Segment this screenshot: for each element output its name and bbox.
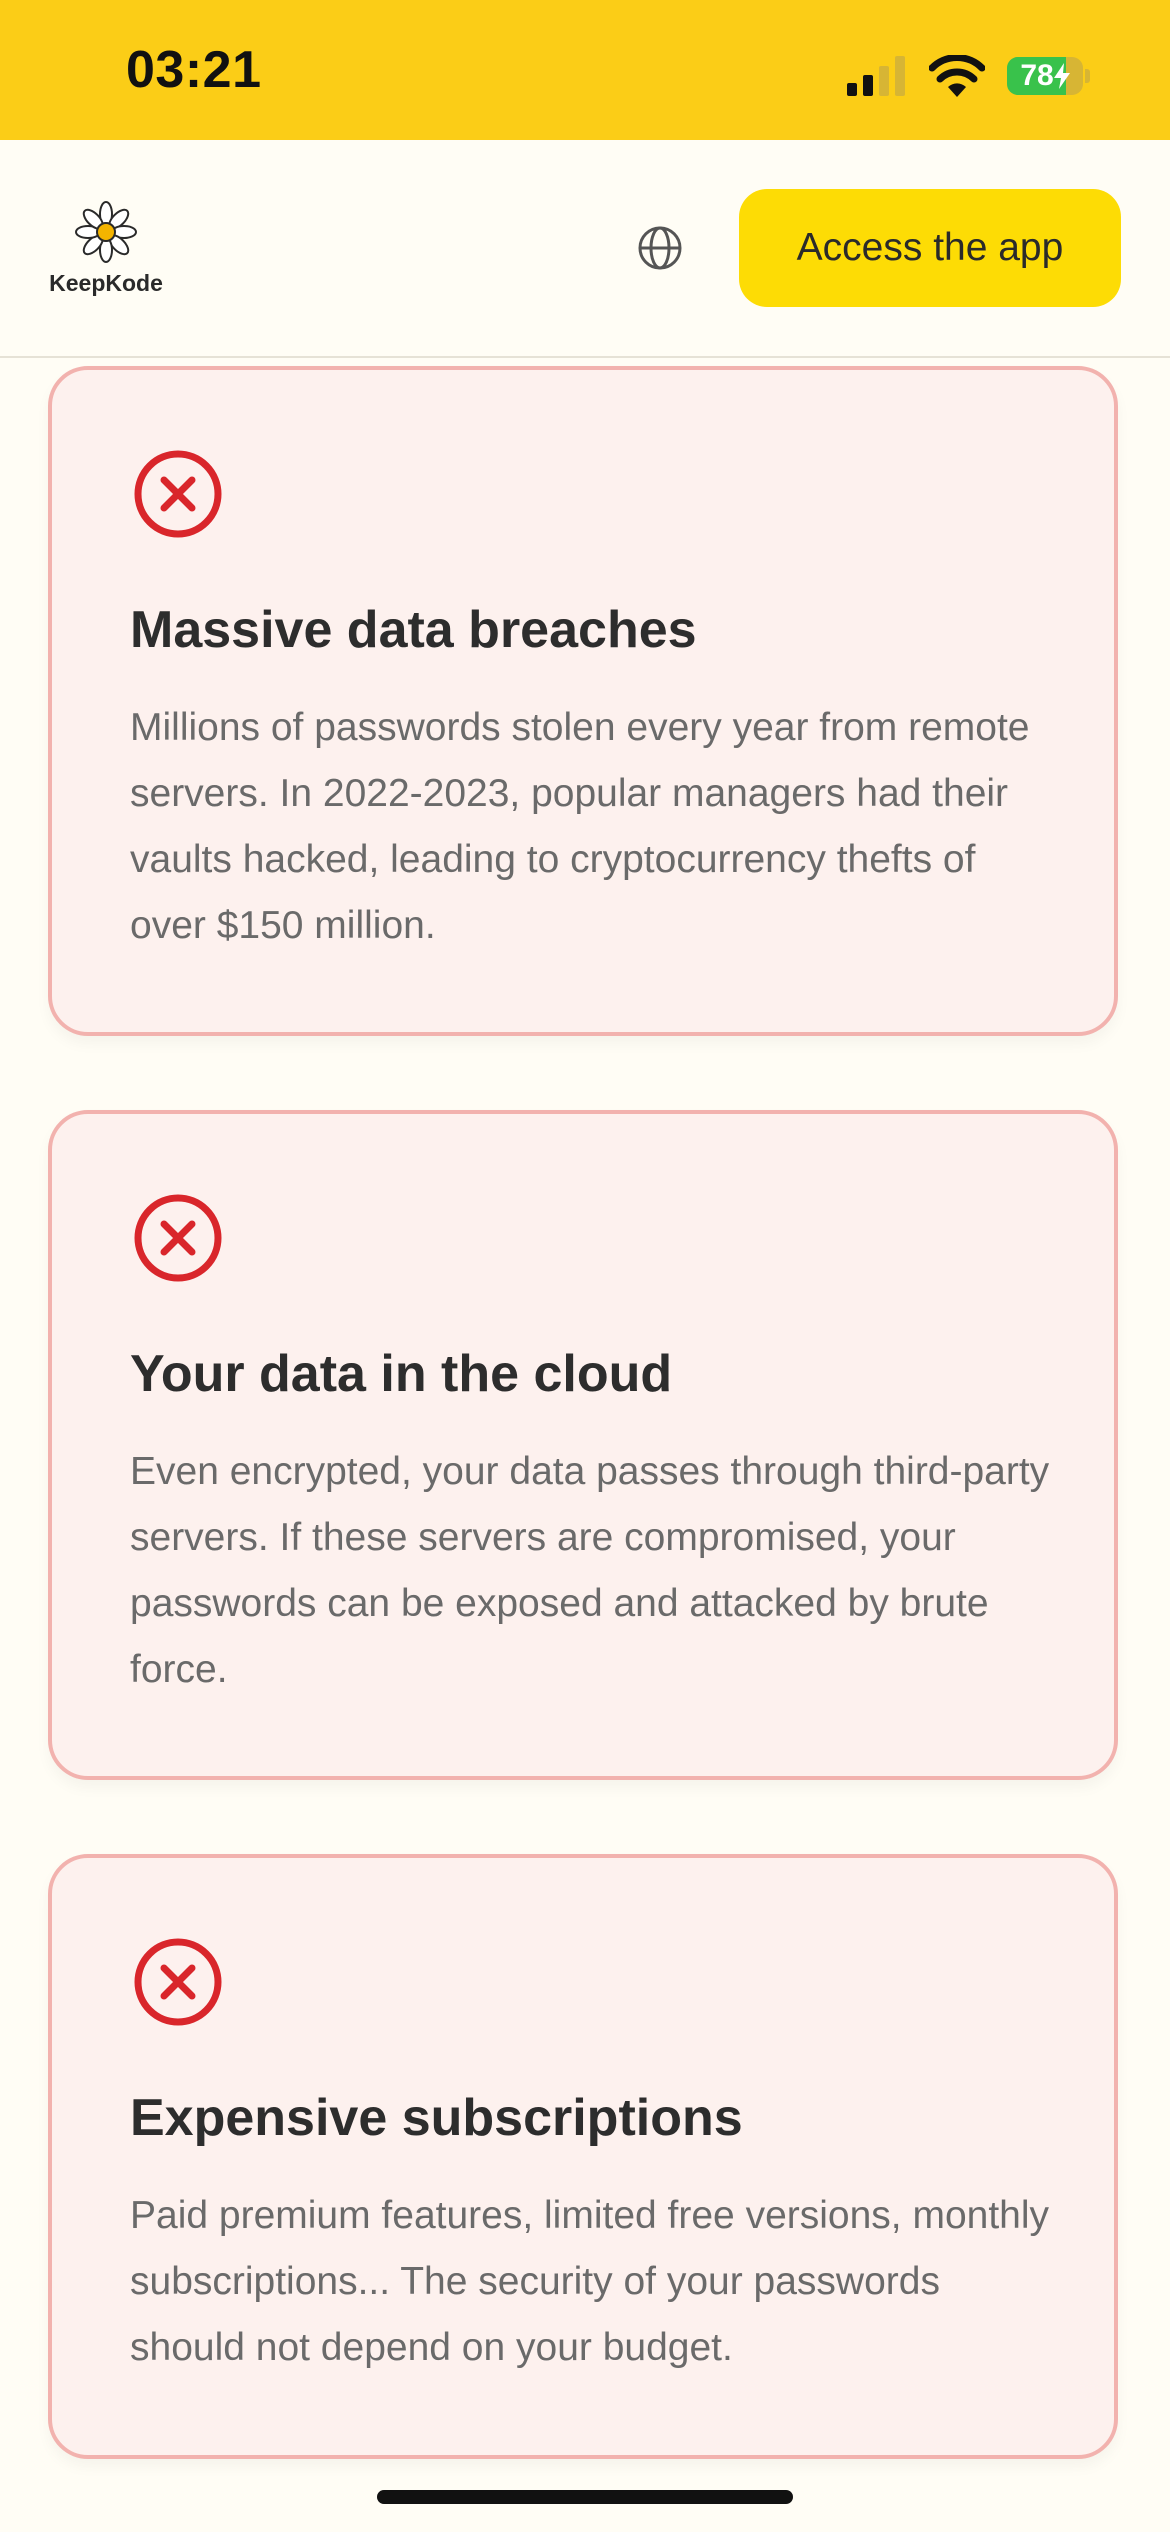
logo-text: KeepKode xyxy=(49,270,163,296)
card-description: Even encrypted, your data passes through third-party servers. If these servers are compromised, your passwords can be exposed and attacked by brute force. xyxy=(130,1450,1050,1691)
status-bar xyxy=(0,0,1170,140)
keepkode-logo[interactable] xyxy=(48,200,164,297)
wifi-icon xyxy=(929,55,985,97)
card-description: Millions of passwords stolen every year from remote servers. In 2022-2023, popular managers had their vaults hacked, leading to cryptocurrency thefts of over $150 million. xyxy=(130,706,1030,947)
card-title: Expensive subscriptions xyxy=(130,2089,743,2147)
battery-cap xyxy=(1085,69,1090,83)
globe-icon xyxy=(636,224,684,272)
card-title: Your data in the cloud xyxy=(130,1345,673,1403)
daisy-logo-icon xyxy=(74,200,138,264)
status-icons xyxy=(847,52,1090,100)
access-app-button[interactable]: Access the app xyxy=(739,189,1121,307)
x-circle-icon xyxy=(132,448,224,540)
battery-percentage: 78 xyxy=(1020,59,1054,92)
problem-card-data-breaches xyxy=(48,366,1118,1036)
battery-indicator xyxy=(1007,57,1083,95)
cellular-signal-icon xyxy=(847,56,907,96)
app-header xyxy=(0,140,1170,358)
language-selector-button[interactable] xyxy=(632,220,688,276)
problem-card-cloud-data xyxy=(48,1110,1118,1780)
home-indicator[interactable] xyxy=(377,2490,793,2504)
charging-bolt-icon xyxy=(1054,63,1070,89)
problem-card-subscriptions xyxy=(48,1854,1118,2459)
card-title: Massive data breaches xyxy=(130,601,697,659)
status-time: 03:21 xyxy=(126,41,262,99)
card-description: Paid premium features, limited free versions, monthly subscriptions... The security of your passwords should not depend on your budget. xyxy=(130,2194,1050,2369)
x-circle-icon xyxy=(132,1936,224,2028)
x-circle-icon xyxy=(132,1192,224,1284)
